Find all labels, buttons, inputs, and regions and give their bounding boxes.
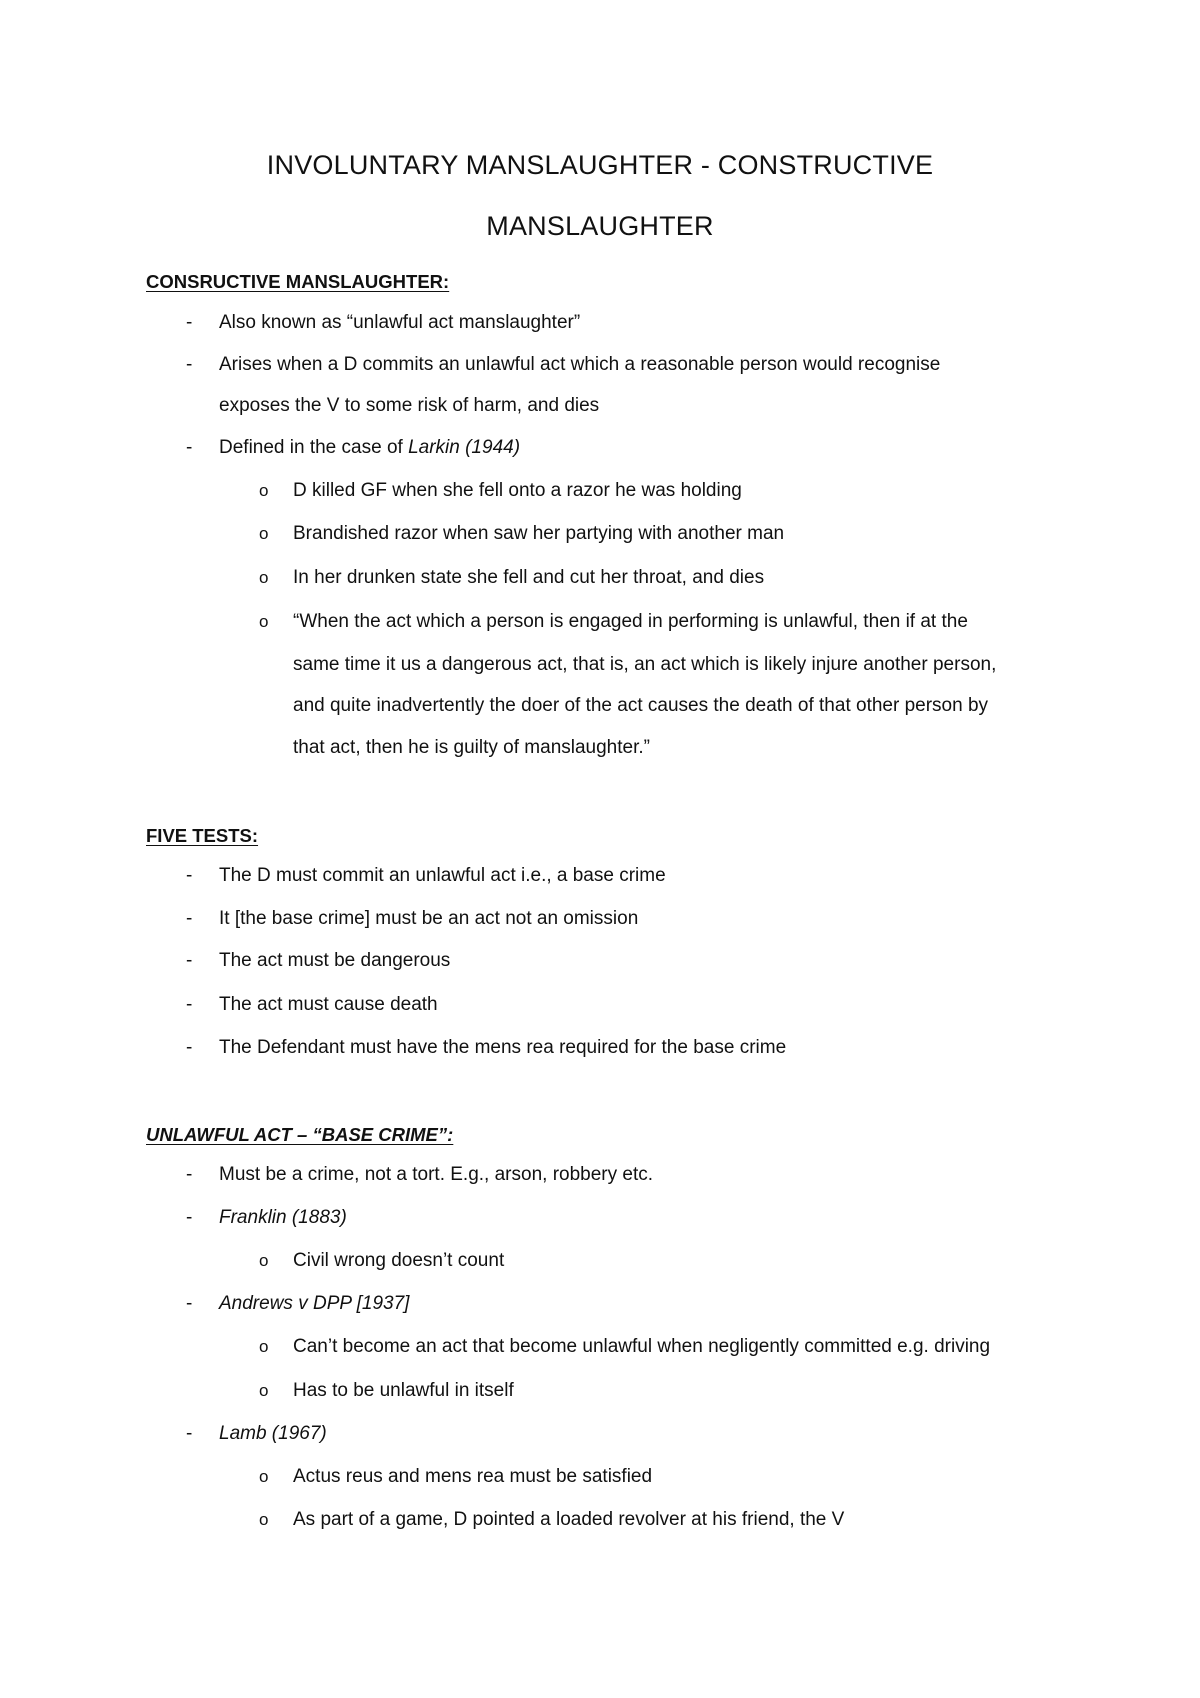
dash-bullet: - — [186, 1207, 193, 1228]
case-citation: Franklin (1883) — [219, 1207, 347, 1228]
dash-bullet: - — [186, 1164, 193, 1185]
list-item: Must be a crime, not a tort. E.g., arson, robbery etc. — [219, 1164, 654, 1185]
circle-bullet: o — [259, 568, 269, 587]
section-heading-unlawful-act: UNLAWFUL ACT – “BASE CRIME”: — [146, 1124, 454, 1145]
list-item-text: Defined in the case of — [219, 437, 409, 458]
sub-list-item: Brandished razor when saw her partying with another man — [293, 523, 785, 544]
page-title-line-1: INVOLUNTARY MANSLAUGHTER - CONSTRUCTIVE — [266, 150, 934, 180]
page-title-line-2: MANSLAUGHTER — [486, 211, 714, 241]
circle-bullet: o — [259, 1510, 269, 1529]
circle-bullet: o — [259, 1381, 269, 1400]
circle-bullet: o — [259, 524, 269, 543]
circle-bullet: o — [259, 1251, 269, 1270]
case-citation: Andrews v DPP [1937] — [219, 1293, 410, 1314]
dash-bullet: - — [186, 950, 193, 971]
dash-bullet: - — [186, 312, 193, 333]
circle-bullet: o — [259, 1337, 269, 1356]
list-item: The Defendant must have the mens rea required for the base crime — [219, 1037, 787, 1058]
section-heading-constructive: CONSRUCTIVE MANSLAUGHTER: — [146, 271, 450, 292]
case-citation: Larkin (1944) — [408, 437, 521, 458]
sub-list-item: D killed GF when she fell onto a razor he was holding — [293, 480, 742, 501]
sub-list-item: In her drunken state she fell and cut her throat, and dies — [293, 567, 765, 588]
sub-list-item: Has to be unlawful in itself — [293, 1380, 514, 1401]
sub-list-item: Actus reus and mens rea must be satisfied — [293, 1466, 653, 1487]
dash-bullet: - — [186, 354, 193, 375]
list-item: The act must cause death — [219, 994, 438, 1015]
list-item: It [the base crime] must be an act not an omission — [219, 908, 639, 929]
list-item: Arises when a D commits an unlawful act which a reasonable person would recognise — [219, 354, 941, 375]
circle-bullet: o — [259, 1467, 269, 1486]
list-item-continuation: exposes the V to some risk of harm, and dies — [219, 395, 600, 416]
quote-line: same time it us a dangerous act, that is, an act which is likely injure another person, — [293, 654, 997, 675]
dash-bullet: - — [186, 1037, 193, 1058]
quote-line: that act, then he is guilty of manslaughter.” — [293, 737, 650, 758]
list-item: The act must be dangerous — [219, 950, 451, 971]
dash-bullet: - — [186, 1293, 193, 1314]
list-item — [219, 436, 520, 460]
quote-line: “When the act which a person is engaged in performing is unlawful, then if at the — [293, 611, 968, 632]
sub-list-item: As part of a game, D pointed a loaded revolver at his friend, the V — [293, 1509, 845, 1530]
sub-list-item: Can’t become an act that become unlawful when negligently committed e.g. driving — [293, 1336, 991, 1357]
dash-bullet: - — [186, 994, 193, 1015]
dash-bullet: - — [186, 865, 193, 886]
circle-bullet: o — [259, 481, 269, 500]
dash-bullet: - — [186, 908, 193, 929]
section-heading-five-tests: FIVE TESTS: — [146, 825, 259, 846]
dash-bullet: - — [186, 1423, 193, 1444]
case-citation: Lamb (1967) — [219, 1423, 327, 1444]
dash-bullet: - — [186, 437, 193, 458]
sub-list-item: Civil wrong doesn’t count — [293, 1250, 505, 1271]
quote-line: and quite inadvertently the doer of the act causes the death of that other person by — [293, 695, 989, 716]
list-item: The D must commit an unlawful act i.e., a base crime — [219, 865, 666, 886]
circle-bullet: o — [259, 612, 269, 631]
list-item: Also known as “unlawful act manslaughter” — [219, 312, 581, 333]
